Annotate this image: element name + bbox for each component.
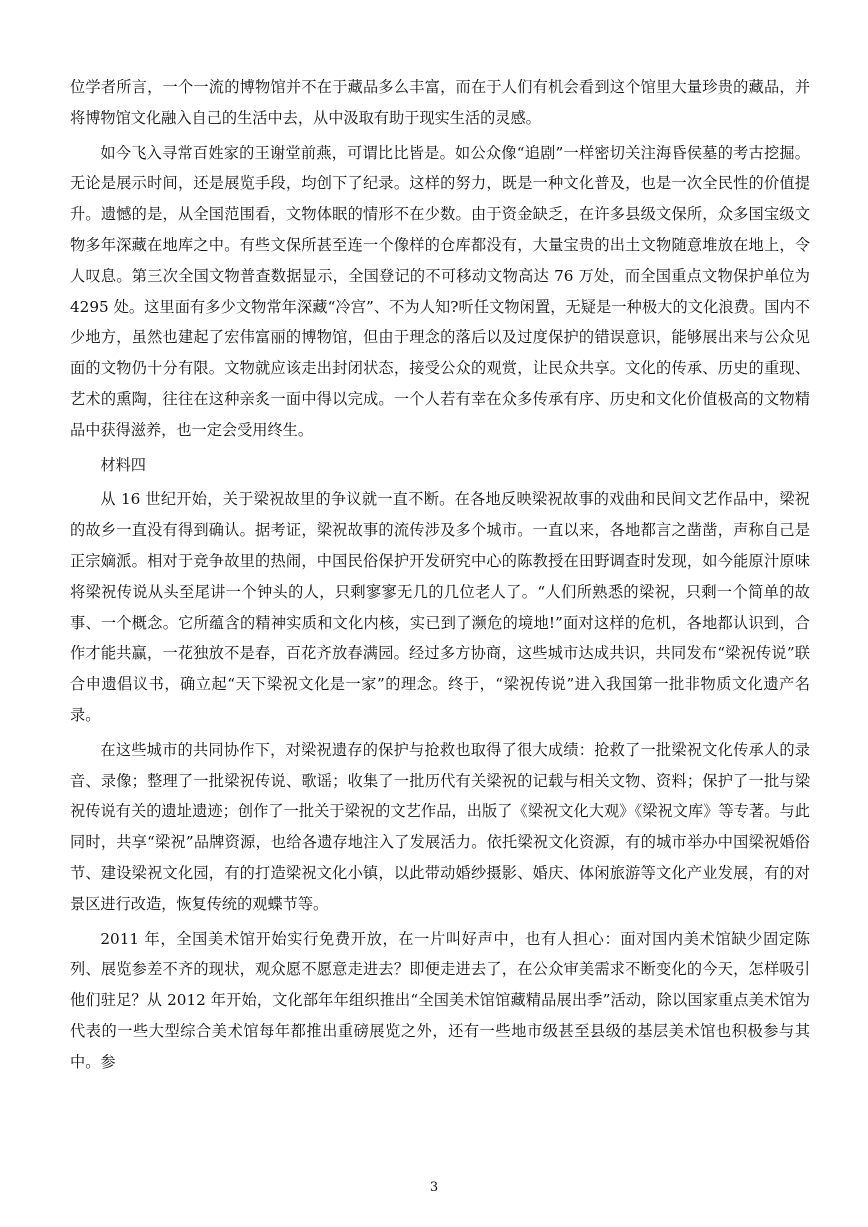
paragraph-3: 从 16 世纪开始，关于梁祝故里的争议就一直不断。在各地反映梁祝故事的戏曲和民间文艺作品中，梁祝的故乡一直没有得到确认。据考证，梁祝故事的流传涉及多个城市。一直以来，各地都言之凿凿，声称自己是正宗嫡派。相对于竞争故里的热闹，中国民俗保护开发研究中心的陈教授在田野调查时发现，如今能原汁原味将梁祝传说从头至尾讲一个钟头的人，只剩寥寥无几的几位老人了。“人们所熟悉的梁祝，只剩一个简单的故事、一个概念。它所蕴含的精神实质和文化内核，实已到了濒危的境地!”面对这样的危机，各地都认识到，合作才能共赢，一花独放不是春，百花齐放春满园。经过多方协商，这些城市达成共识，共同发布“梁祝传说”联合申遗倡议书，确立起“天下梁祝文化是一家”的理念。终于，“梁祝传说”进入我国第一批非物质文化遗产名录。: [70, 490, 810, 724]
page-number: 3: [429, 1180, 439, 1195]
section-heading-material-four: 材料四: [100, 455, 146, 474]
paragraph-5: 2011 年，全国美术馆开始实行免费开放，在一片叫好声中，也有人担心：面对国内美术馆缺少固定陈列、展览参差不齐的现状，观众愿不愿意走进去？即便走进去了，在公众审美需求不断变化的今天，怎样吸引他们驻足？从 2012 年开始，文化部年年组织推出“全国美术馆馆藏精品展出季”活动，除以国家重点美术馆为代表的一些大型综合美术馆每年都推出重磅展览之外，还有一些地市级甚至县级的基层美术馆也积极参与其中。参: [70, 929, 810, 1071]
paragraph-1: 位学者所言，一个一流的博物馆并不在于藏品多么丰富，而在于人们有机会看到这个馆里大量珍贵的藏品，并将博物馆文化融入自己的生活中去，从中汲取有助于现实生活的灵感。: [70, 78, 810, 127]
paragraph-4: 在这些城市的共同协作下，对梁祝遗存的保护与抢救也取得了很大成绩：抢救了一批梁祝文化传承人的录音、录像；整理了一批梁祝传说、歌谣；收集了一批历代有关梁祝的记载与相关文物、资料；保护了一批与梁祝传说有关的遗址遗迹；创作了一批关于梁祝的文艺作品，出版了《梁祝文化大观》《梁祝文库》等专著。与此同时，共享“梁祝”品牌资源，也给各遗存地注入了发展活力。依托梁祝文化资源，有的城市举办中国梁祝婚俗节、建设梁祝文化园，有的打造梁祝文化小镇，以此带动婚纱摄影、婚庆、体闲旅游等文化产业发展，有的对景区进行改造，恢复传统的观蝶节等。: [70, 740, 810, 913]
paragraph-2: 如今飞入寻常百姓家的王谢堂前燕，可谓比比皆是。如公众像“追剧”一样密切关注海昏侯墓的考古挖掘。无论是展示时间，还是展览手段，均创下了纪录。这样的努力，既是一种文化普及，也是一次全民性的价值提升。遗憾的是，从全国范围看，文物体眠的情形不在少数。由于资金缺乏，在许多县级文保所，众多国宝级文物多年深藏在地库之中。有些文保所甚至连一个像样的仓库都没有，大量宝贵的出土文物随意堆放在地上，令人叹息。第三次全国文物普查数据显示，全国登记的不可移动文物高达 76 万处，而全国重点文物保护单位为 4295 处。这里面有多少文物常年深藏“冷宫”、不为人知?听任文物闲置，无疑是一种极大的文化浪费。国内不少地方，虽然也建起了宏伟富丽的博物馆，但由于理念的落后以及过度保护的错误意识，能够展出来与公众见面的文物仍十分有限。文物就应该走出封闭状态，接受公众的观赏，让民众共享。文化的传承、历史的重现、艺术的熏陶，往往在这种亲炙一面中得以完成。一个人若有幸在众多传承有序、历史和文化价值极高的文物精品中获得滋养，也一定会受用终生。: [70, 143, 810, 439]
document-body: [70, 72, 810, 1082]
